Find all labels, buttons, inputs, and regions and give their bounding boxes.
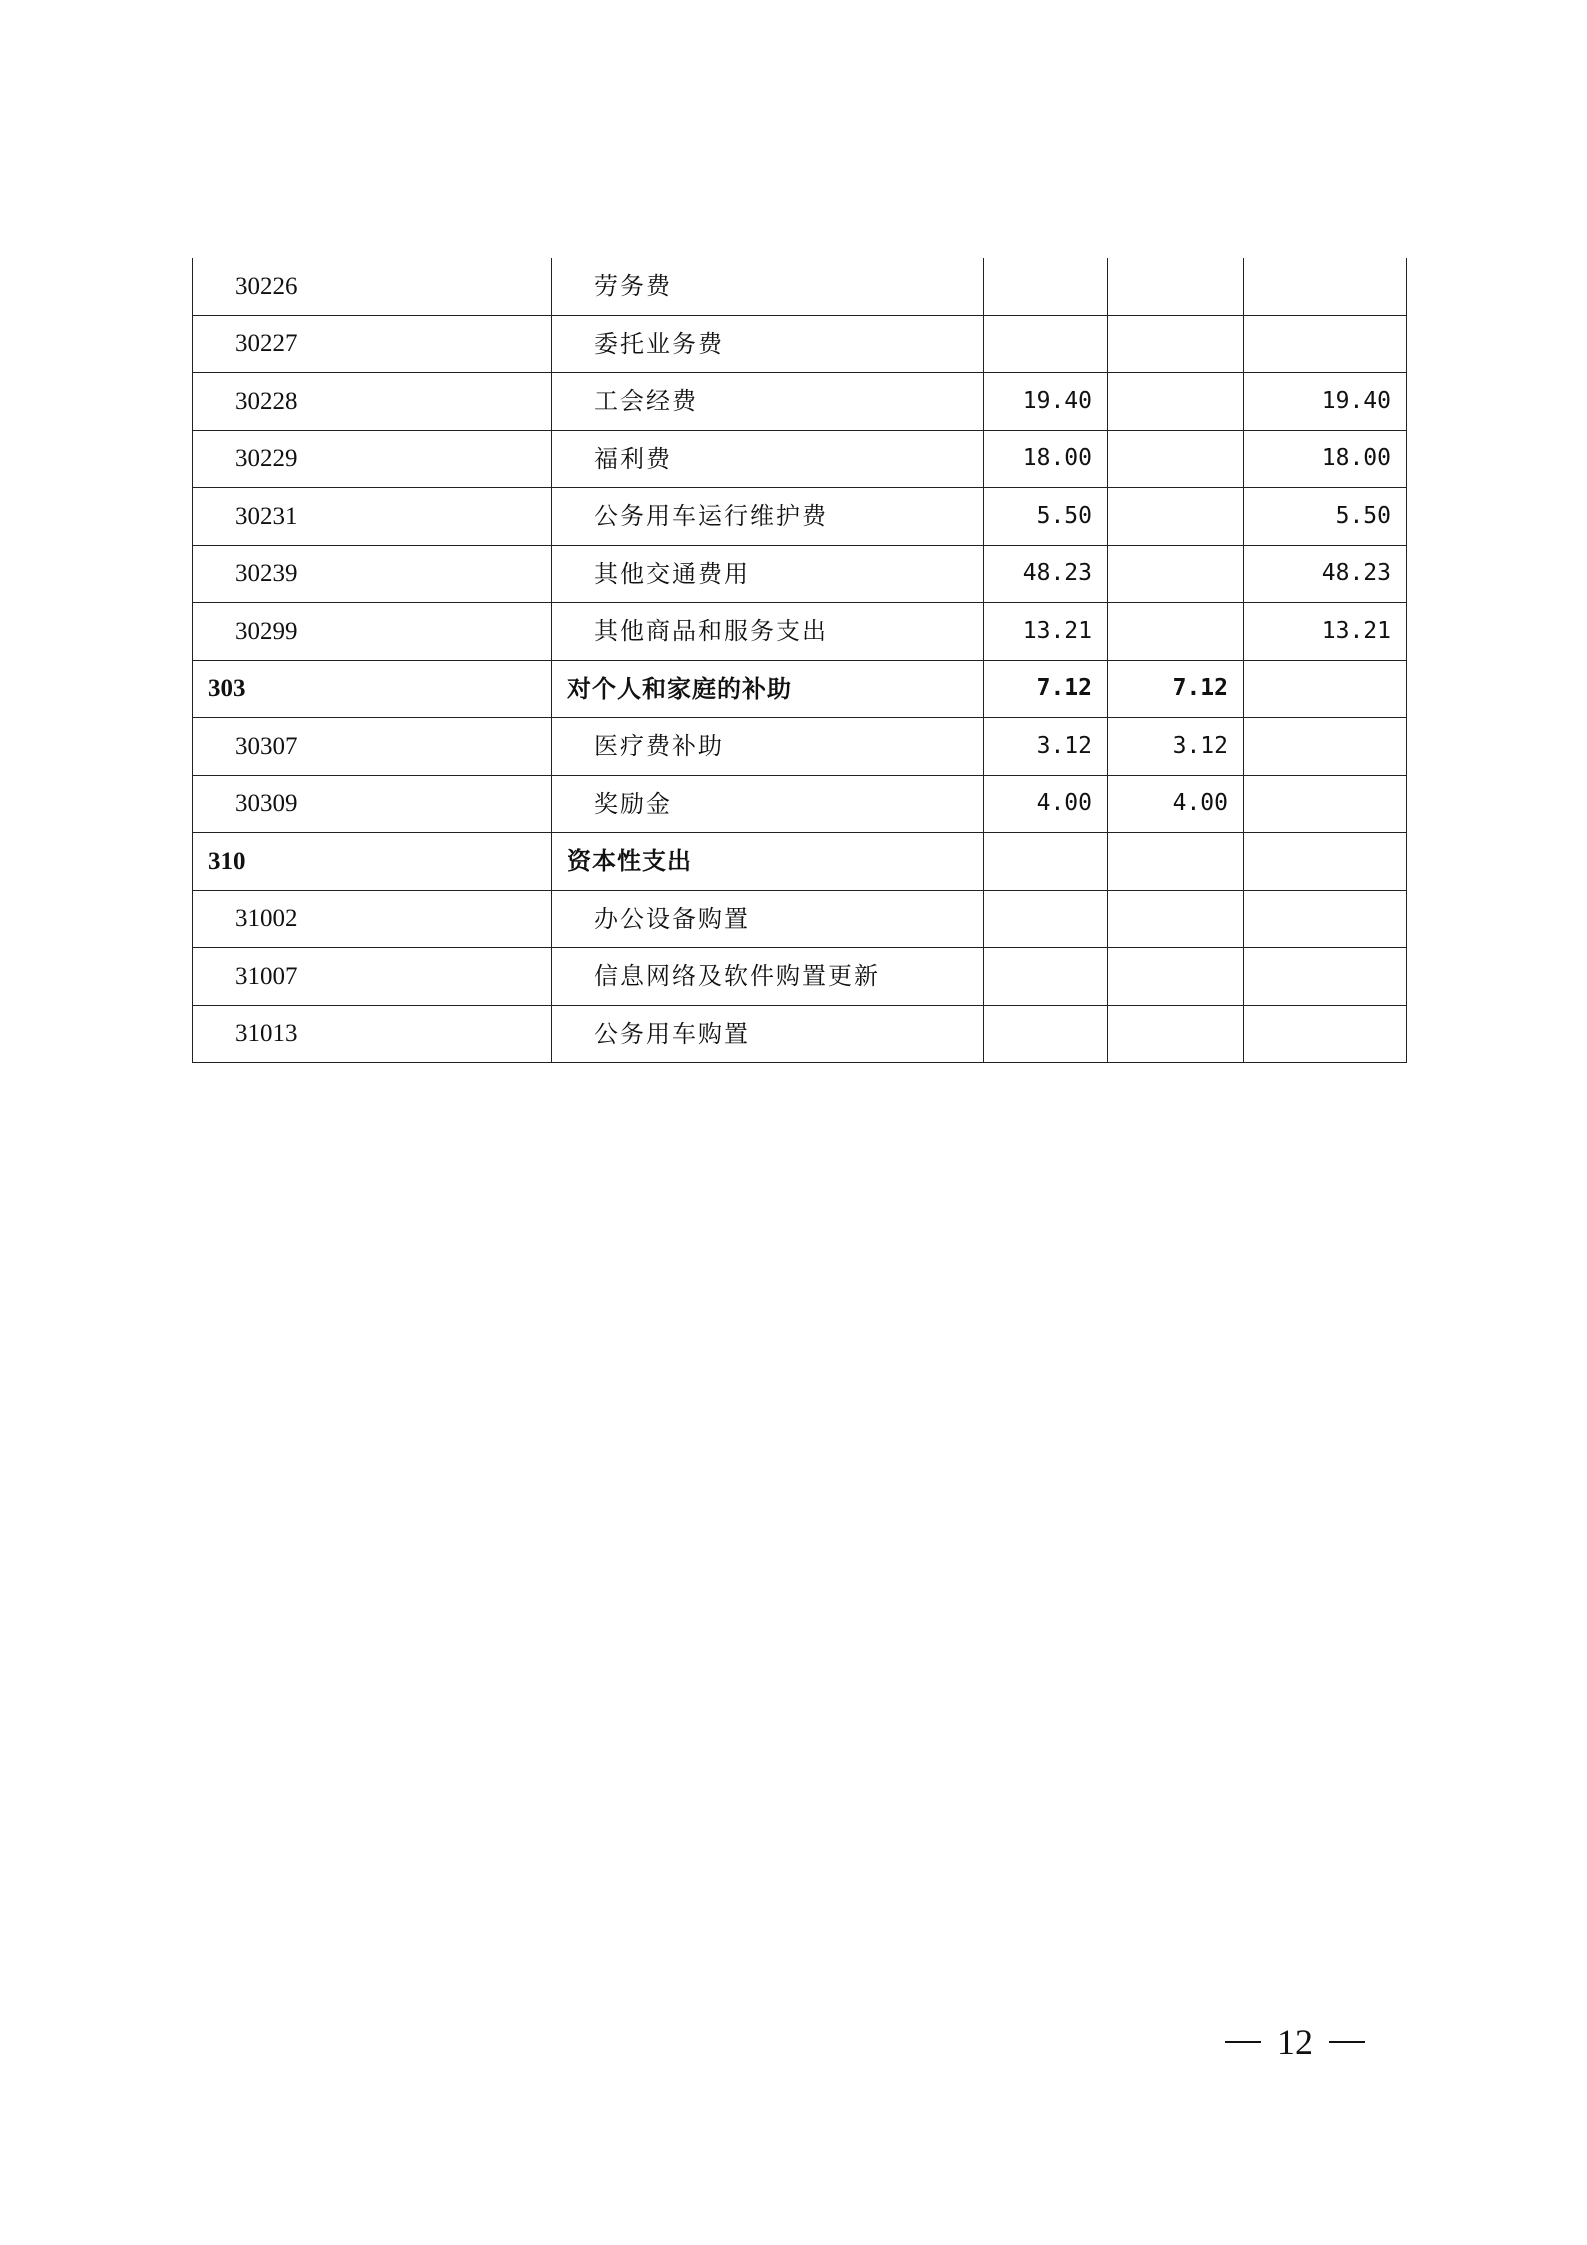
name-cell: 资本性支出 <box>552 833 984 891</box>
project-cell: 18.00 <box>1244 430 1407 488</box>
basic-cell: 7.12 <box>1108 660 1244 718</box>
project-cell <box>1244 890 1407 948</box>
project-cell <box>1244 1005 1407 1063</box>
table-row <box>193 1005 1407 1063</box>
project-cell: 13.21 <box>1244 603 1407 661</box>
footer-dash-left <box>1225 2041 1261 2043</box>
total-cell: 4.00 <box>984 775 1108 833</box>
basic-cell <box>1108 603 1244 661</box>
table-row <box>193 718 1407 776</box>
total-cell <box>984 1005 1108 1063</box>
code-cell: 30309 <box>193 775 552 833</box>
code-cell: 30299 <box>193 603 552 661</box>
project-cell <box>1244 718 1407 776</box>
code-cell: 30239 <box>193 545 552 603</box>
table-row <box>193 488 1407 546</box>
name-cell: 办公设备购置 <box>552 890 984 948</box>
basic-cell <box>1108 430 1244 488</box>
code-cell: 310 <box>193 833 552 891</box>
table-row <box>193 890 1407 948</box>
basic-cell: 3.12 <box>1108 718 1244 776</box>
project-cell <box>1244 315 1407 373</box>
project-cell: 19.40 <box>1244 373 1407 431</box>
table-row <box>193 948 1407 1006</box>
total-cell: 13.21 <box>984 603 1108 661</box>
category-row <box>193 660 1407 718</box>
code-cell: 303 <box>193 660 552 718</box>
code-cell: 30226 <box>193 258 552 315</box>
basic-cell <box>1108 545 1244 603</box>
project-cell: 48.23 <box>1244 545 1407 603</box>
code-cell: 30227 <box>193 315 552 373</box>
project-cell <box>1244 833 1407 891</box>
total-cell <box>984 948 1108 1006</box>
total-cell: 18.00 <box>984 430 1108 488</box>
total-cell <box>984 315 1108 373</box>
basic-cell <box>1108 488 1244 546</box>
table-row <box>193 258 1407 315</box>
total-cell: 7.12 <box>984 660 1108 718</box>
basic-cell <box>1108 373 1244 431</box>
category-row <box>193 833 1407 891</box>
total-cell: 19.40 <box>984 373 1108 431</box>
name-cell: 对个人和家庭的补助 <box>552 660 984 718</box>
basic-cell <box>1108 1005 1244 1063</box>
total-cell: 48.23 <box>984 545 1108 603</box>
name-cell: 奖励金 <box>552 775 984 833</box>
total-cell: 5.50 <box>984 488 1108 546</box>
name-cell: 委托业务费 <box>552 315 984 373</box>
name-cell: 福利费 <box>552 430 984 488</box>
project-cell <box>1244 775 1407 833</box>
table-row <box>193 775 1407 833</box>
basic-cell <box>1108 315 1244 373</box>
basic-cell <box>1108 890 1244 948</box>
table-row <box>193 315 1407 373</box>
name-cell: 劳务费 <box>552 258 984 315</box>
name-cell: 工会经费 <box>552 373 984 431</box>
project-cell: 5.50 <box>1244 488 1407 546</box>
name-cell: 医疗费补助 <box>552 718 984 776</box>
table-row <box>193 430 1407 488</box>
total-cell <box>984 258 1108 315</box>
table-row <box>193 373 1407 431</box>
code-cell: 30231 <box>193 488 552 546</box>
table-body <box>193 258 1407 1063</box>
code-cell: 31002 <box>193 890 552 948</box>
page-number: 12 <box>1277 2022 1313 2062</box>
name-cell: 其他交通费用 <box>552 545 984 603</box>
name-cell: 信息网络及软件购置更新 <box>552 948 984 1006</box>
code-cell: 31013 <box>193 1005 552 1063</box>
table-row <box>193 545 1407 603</box>
basic-cell <box>1108 833 1244 891</box>
name-cell: 公务用车运行维护费 <box>552 488 984 546</box>
total-cell <box>984 833 1108 891</box>
footer-dash-right <box>1329 2041 1365 2043</box>
project-cell <box>1244 258 1407 315</box>
code-cell: 30307 <box>193 718 552 776</box>
table-row <box>193 603 1407 661</box>
budget-table <box>192 258 1407 1063</box>
page-footer <box>1220 2022 1370 2062</box>
code-cell: 30228 <box>193 373 552 431</box>
name-cell: 其他商品和服务支出 <box>552 603 984 661</box>
project-cell <box>1244 948 1407 1006</box>
basic-cell: 4.00 <box>1108 775 1244 833</box>
basic-cell <box>1108 258 1244 315</box>
total-cell <box>984 890 1108 948</box>
code-cell: 31007 <box>193 948 552 1006</box>
name-cell: 公务用车购置 <box>552 1005 984 1063</box>
basic-cell <box>1108 948 1244 1006</box>
project-cell <box>1244 660 1407 718</box>
code-cell: 30229 <box>193 430 552 488</box>
total-cell: 3.12 <box>984 718 1108 776</box>
